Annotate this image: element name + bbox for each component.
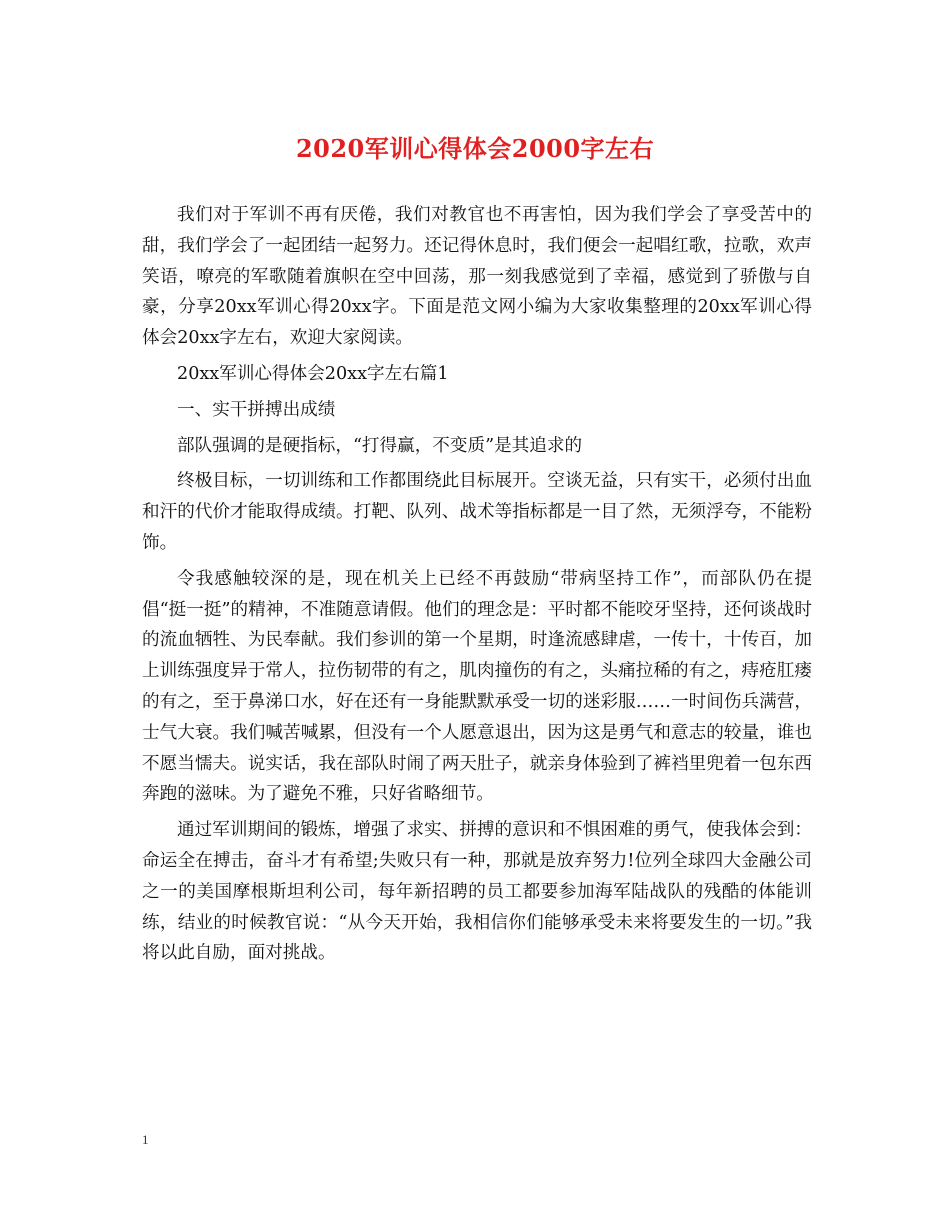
paragraph-intro: 我们对于军训不再有厌倦，我们对教官也不再害怕，因为我们学会了享受苦中的甜，我们学会了一起团结一起努力。还记得休息时，我们便会一起唱红歌，拉歌，欢声笑语，嘹亮的军歌随着旗帜在空中回荡，那一刻我感觉到了幸福，感觉到了骄傲与自豪，分享20xx军训心得20xx字。下面是范文网小编为大家收集整理的20xx军训心得体会20xx字左右，欢迎大家阅读。	[142, 205, 812, 349]
document-body	[142, 200, 812, 974]
page-number: 1	[142, 1132, 149, 1147]
paragraph: 令我感触较深的是，现在机关上已经不再鼓励“带病坚持工作”，而部队仍在提倡“挺一挺”的精神，不准随意请假。他们的理念是：平时都不能咬牙坚持，还何谈战时的流血牺牲、为民奉献。我们参训的第一个星期，时逢流感肆虐，一传十，十传百，加上训练强度异于常人，拉伤韧带的有之，肌肉撞伤的有之，头痛拉稀的有之，痔疮肛瘘的有之，至于鼻涕口水，好在还有一身能默默承受一切的迷彩服……一时间伤兵满营，士气大衰。我们喊苦喊累，但没有一个人愿意退出，因为这是勇气和意志的较量，谁也不愿当懦夫。说实话，我在部队时闹了两天肚子，就亲身体验到了裤裆里兜着一包东西奔跑的滋味。为了避免不雅，只好省略细节。	[142, 568, 812, 805]
paragraph: 通过军训期间的锻炼，增强了求实、拼搏的意识和不惧困难的勇气，使我体会到：命运全在搏击，奋斗才有希望;失败只有一种，那就是放弃努力!位列全球四大金融公司之一的美国摩根斯坦利公司，每年新招聘的员工都要参加海军陆战队的残酷的体能训练，结业的时候教官说：“从今天开始，我相信你们能够承受未来将要发生的一切。”我将以此自励，面对挑战。	[142, 820, 812, 964]
subsection-heading: 一、实干拼搏出成绩	[177, 399, 336, 420]
document-title: 2020军训心得体会2000字左右	[295, 134, 655, 163]
section-heading: 20xx军训心得体会20xx字左右篇1	[177, 363, 449, 384]
paragraph: 部队强调的是硬指标，“打得赢，不变质”是其追求的	[177, 435, 583, 456]
paragraph: 终极目标，一切训练和工作都围绕此目标展开。空谈无益，只有实干，必须付出血和汗的代价才能取得成绩。打靶、队列、战术等指标都是一目了然，无须浮夸，不能粉饰。	[142, 471, 812, 553]
